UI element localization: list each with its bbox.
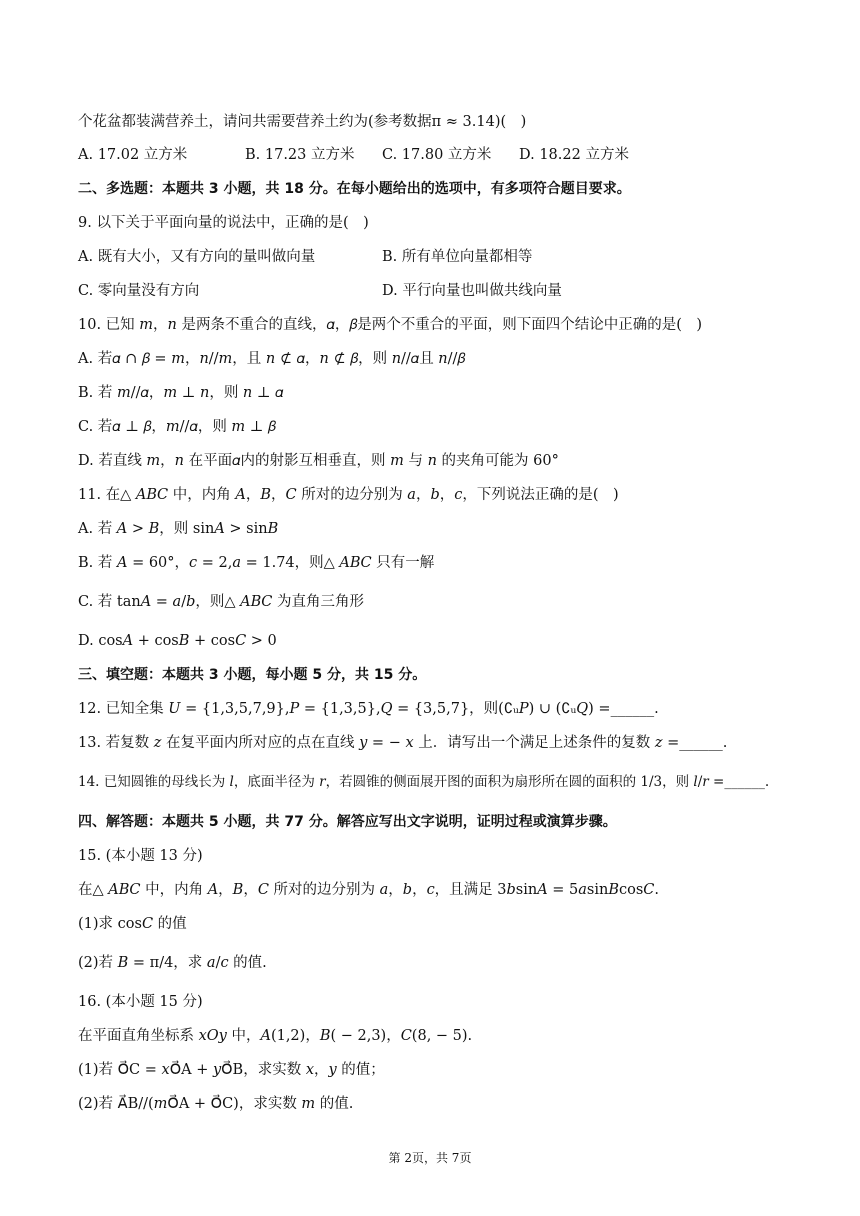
section-heading-multiple-choice: 二、多选题：本题共 3 小题，共 18 分。在每小题给出的选项中，有多项符合题目要求。 <box>78 181 631 197</box>
q9-option-c: C. 零向量没有方向 <box>78 283 200 299</box>
q16-part-2: (2)若 A⃗B//(𝑚O⃗A + O⃗C)，求实数 𝑚 的值. <box>78 1096 354 1112</box>
q13: 13. 若复数 𝑧 在复平面内所对应的点在直线 𝑦 = − 𝑥 上．请写出一个满足上述条件的复数 𝑧 =______. <box>78 735 728 751</box>
q10-option-b: B. 若 𝑚//𝛼，𝑚 ⊥ 𝑛，则 𝑛 ⊥ 𝛼 <box>78 385 284 401</box>
q11-stem: 11. 在△ 𝐴𝐵𝐶 中，内角 𝐴，𝐵，𝐶 所对的边分别为 𝑎，𝑏，𝑐，下列说法正确的是( ) <box>78 487 619 503</box>
q15-stem: 在△ 𝐴𝐵𝐶 中，内角 𝐴，𝐵，𝐶 所对的边分别为 𝑎，𝑏，𝑐，且满足 3𝑏sin𝐴 = 5𝑎sin𝐵cos𝐶. <box>78 882 659 898</box>
q9-option-a: A. 既有大小，又有方向的量叫做向量 <box>78 249 316 265</box>
q10-option-d: D. 若直线 𝑚，𝑛 在平面𝛼内的射影互相垂直，则 𝑚 与 𝑛 的夹角可能为 60° <box>78 453 559 469</box>
q8-stem-continued: 个花盆都装满营养土，请问共需要营养土约为(参考数据π ≈ 3.14)( ) <box>78 114 527 130</box>
q8-option-b: B. 17.23 立方米 <box>245 147 355 163</box>
section-heading-problems: 四、解答题：本题共 5 小题，共 77 分。解答应写出文字说明，证明过程或演算步骤。 <box>78 814 617 830</box>
q9-stem: 9. 以下关于平面向量的说法中，正确的是( ) <box>78 215 369 231</box>
q9-option-b: B. 所有单位向量都相等 <box>382 249 533 265</box>
q8-option-a: A. 17.02 立方米 <box>78 147 188 163</box>
q11-option-b: B. 若 𝐴 = 60°，𝑐 = 2,𝑎 = 1.74，则△ 𝐴𝐵𝐶 只有一解 <box>78 555 435 571</box>
q11-option-d: D. cos𝐴 + cos𝐵 + cos𝐶 > 0 <box>78 633 277 649</box>
q16-header: 16. (本小题 15 分) <box>78 994 203 1010</box>
q16-part-1: (1)若 O⃗C = 𝑥O⃗A + 𝑦O⃗B，求实数 𝑥，𝑦 的值； <box>78 1062 385 1078</box>
q15-header: 15. (本小题 13 分) <box>78 848 203 864</box>
q15-part-1: (1)求 cos𝐶 的值 <box>78 916 187 932</box>
q9-option-d: D. 平行向量也叫做共线向量 <box>382 283 562 299</box>
section-heading-fill-in: 三、填空题：本题共 3 小题，每小题 5 分，共 15 分。 <box>78 667 427 683</box>
page-footer: 第 2页，共 7页 <box>388 1151 472 1165</box>
q14: 14. 已知圆锥的母线长为 𝑙，底面半径为 𝑟，若圆锥的侧面展开图的面积为扇形所在圆的面积的 1/3，则 𝑙/𝑟 =______. <box>78 774 770 790</box>
q10-option-a: A. 若𝛼 ∩ 𝛽 = 𝑚，𝑛//𝑚，且 𝑛 ⊄ 𝛼，𝑛 ⊄ 𝛽，则 𝑛//𝛼且 𝑛//𝛽 <box>78 351 466 367</box>
q8-option-d: D. 18.22 立方米 <box>519 147 629 163</box>
q15-part-2: (2)若 𝐵 = π/4，求 𝑎/𝑐 的值. <box>78 955 267 971</box>
q12: 12. 已知全集 𝑈 = {1,3,5,7,9},𝑃 = {1,3,5},𝑄 = {3,5,7}，则(∁ᵤ𝑃) ∪ (∁ᵤ𝑄) =______. <box>78 701 659 717</box>
q10-stem: 10. 已知 𝑚，𝑛 是两条不重合的直线，𝛼，𝛽是两个不重合的平面，则下面四个结论中正确的是( ) <box>78 317 703 333</box>
q11-option-a: A. 若 𝐴 > 𝐵，则 sin𝐴 > sin𝐵 <box>78 521 279 537</box>
q8-option-c: C. 17.80 立方米 <box>382 147 492 163</box>
q16-stem: 在平面直角坐标系 𝑥𝑂𝑦 中，𝐴(1,2)，𝐵( − 2,3)，𝐶(8, − 5). <box>78 1028 473 1044</box>
q10-option-c: C. 若𝛼 ⊥ 𝛽，𝑚//𝛼，则 𝑚 ⊥ 𝛽 <box>78 419 276 435</box>
q11-option-c: C. 若 tan𝐴 = 𝑎/𝑏，则△ 𝐴𝐵𝐶 为直角三角形 <box>78 594 364 610</box>
